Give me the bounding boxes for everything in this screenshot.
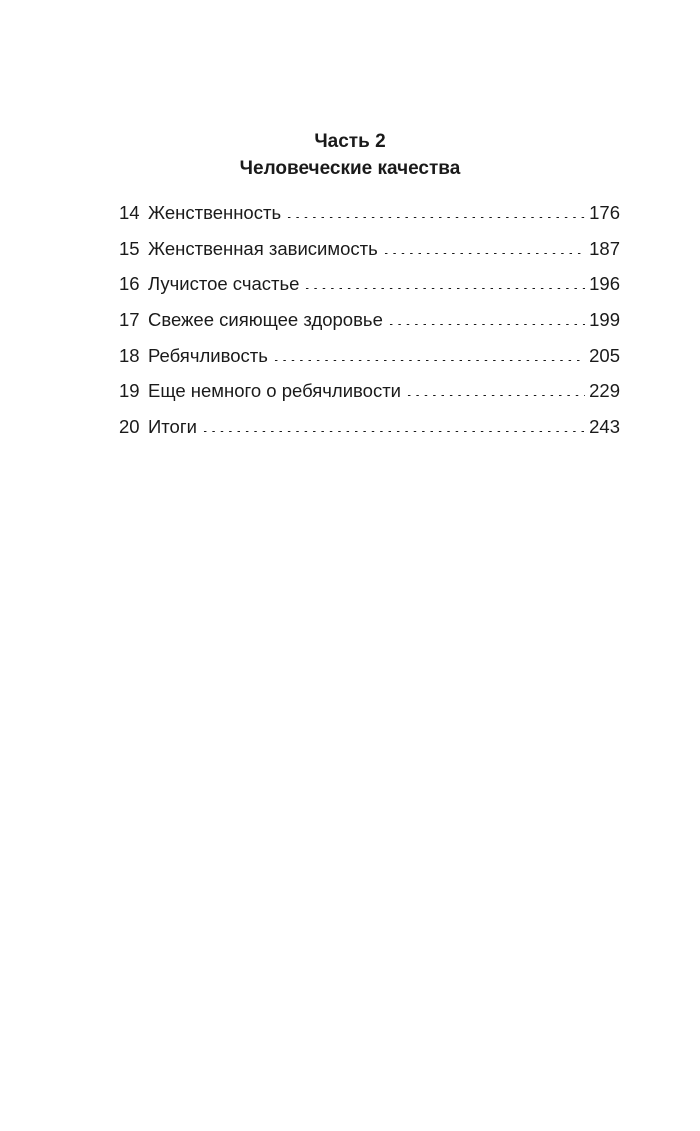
chapter-title: Женственная зависимость xyxy=(148,237,378,259)
chapter-number: 17 xyxy=(119,309,140,331)
dot-leader xyxy=(405,395,585,396)
chapter-title: Еще немного о ребячливости xyxy=(148,380,402,402)
page-number: 205 xyxy=(589,344,620,366)
chapter-number: 16 xyxy=(119,273,140,295)
table-of-contents xyxy=(119,200,620,450)
part-header xyxy=(0,128,700,182)
chapter-title: Лучистое счастье xyxy=(148,273,300,295)
part-title: Человеческие качества xyxy=(239,158,461,179)
toc-entry xyxy=(119,236,620,272)
toc-entry xyxy=(119,271,620,307)
page-number: 187 xyxy=(589,237,620,259)
chapter-title: Ребячливость xyxy=(148,344,268,366)
chapter-number: 20 xyxy=(119,416,140,438)
page-number: 229 xyxy=(589,380,620,402)
chapter-number: 14 xyxy=(119,202,140,223)
toc-entry xyxy=(119,414,620,450)
chapter-number: 15 xyxy=(119,237,140,259)
part-label: Часть 2 xyxy=(314,131,386,152)
dot-leader xyxy=(272,360,585,361)
dot-leader xyxy=(387,324,585,325)
page-number: 176 xyxy=(589,202,620,223)
chapter-title: Женственность xyxy=(148,202,282,223)
dot-leader xyxy=(285,217,585,218)
chapter-title: Итоги xyxy=(148,416,197,438)
page-number: 196 xyxy=(589,273,620,295)
toc-entry xyxy=(119,200,620,236)
dot-leader xyxy=(201,431,585,432)
page-number: 199 xyxy=(589,309,620,331)
chapter-number: 18 xyxy=(119,344,140,366)
page-number: 243 xyxy=(589,416,620,438)
toc-entry xyxy=(119,378,620,414)
chapter-number: 19 xyxy=(119,380,140,402)
toc-entry xyxy=(119,307,620,343)
dot-leader xyxy=(303,288,585,289)
dot-leader xyxy=(382,253,585,254)
chapter-title: Свежее сияющее здоровье xyxy=(148,309,383,331)
toc-entry xyxy=(119,343,620,379)
